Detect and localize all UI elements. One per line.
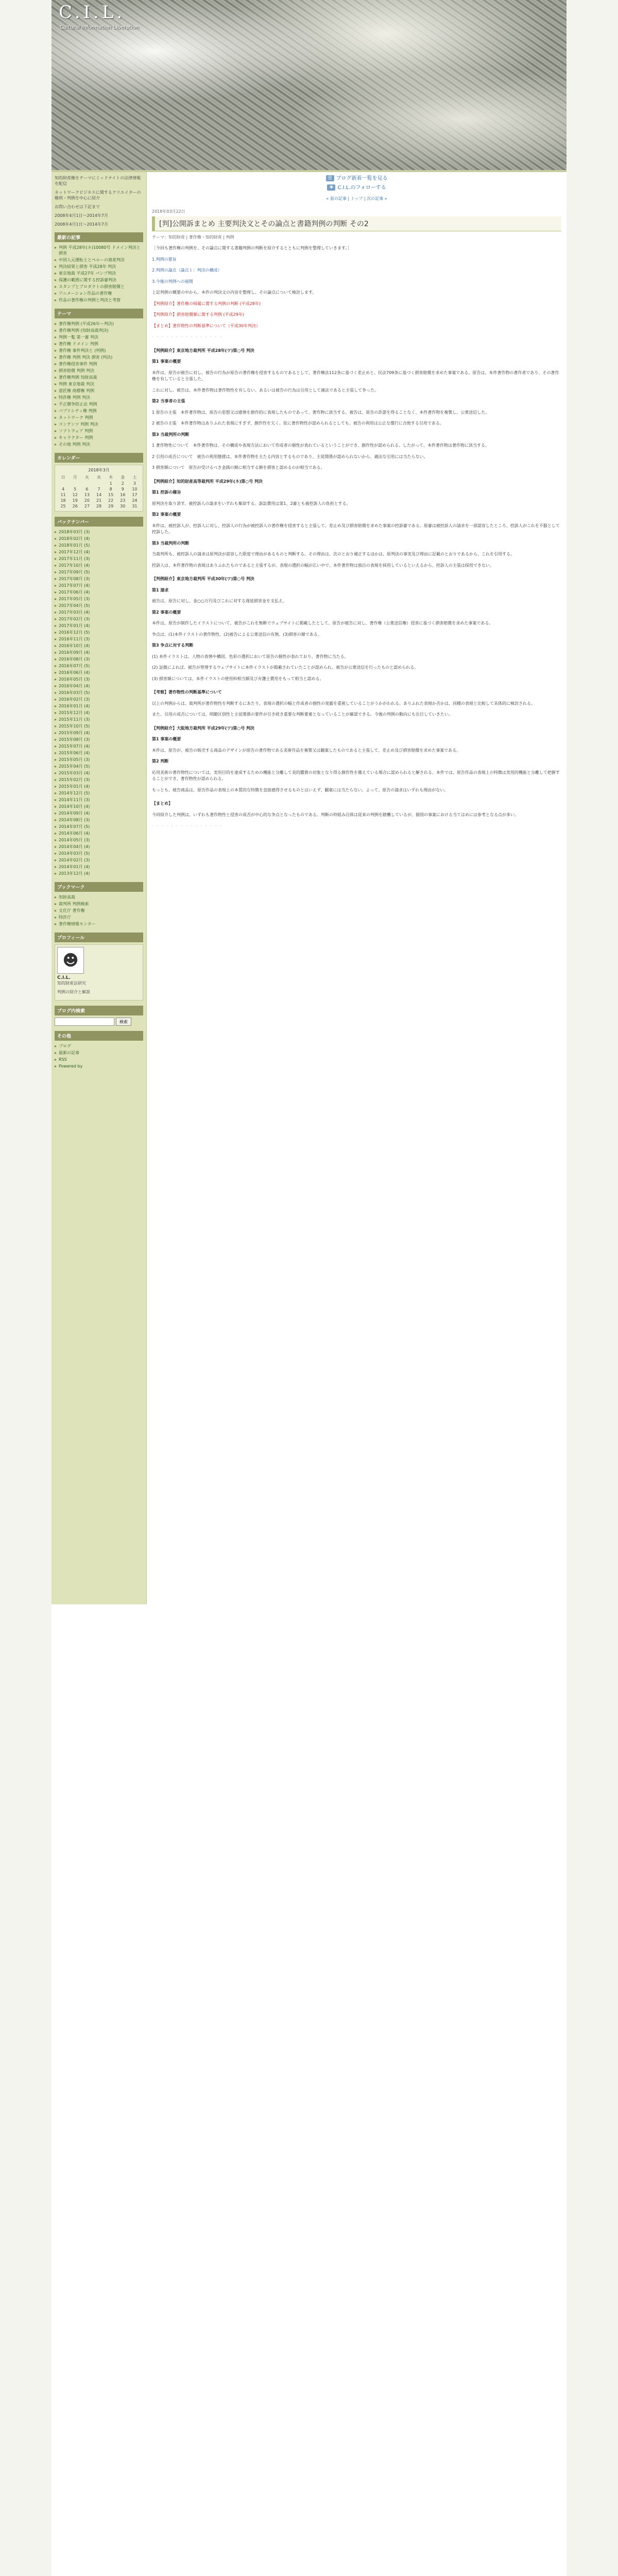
post-paragraph: - - - - - - - - - - - - - - - xyxy=(152,334,222,339)
calendar-weekday: 水 xyxy=(96,475,101,480)
calendar-week xyxy=(57,503,141,509)
calendar-day[interactable]: 12 xyxy=(72,493,78,497)
recent-posts-heading: 最新の記事 xyxy=(55,232,143,242)
bookmarks-heading: ブックマーク xyxy=(55,882,143,892)
archive-link[interactable]: ▸ 2014年06月 (4) xyxy=(55,830,143,837)
theme-link[interactable]: ▸ 損害賠償 判例 判決 xyxy=(55,367,143,374)
bookmark-link[interactable]: ▸ 文化庁 著作権 xyxy=(55,907,143,914)
follow-link-label: C.I.L.のフォローする xyxy=(337,185,386,191)
themes-heading: テーマ xyxy=(55,309,143,318)
archive-link[interactable]: ▸ 2014年05月 (3) xyxy=(55,837,143,843)
recent-post-link[interactable]: ▸ 中国人元運転士とペルーの資産判決 xyxy=(55,257,143,263)
calendar-heading: カレンダー xyxy=(55,453,143,463)
recent-post-link[interactable]: ▸ 判決結果と損害 平成28年 判決 xyxy=(55,263,143,270)
profile-line: 知的財産法研究 xyxy=(57,981,86,986)
archive-link[interactable]: ▸ 2017年09月 (5) xyxy=(55,569,143,575)
archive-link[interactable]: ▸ 2018年01月 (5) xyxy=(55,542,143,549)
post-paragraph: 本件は、原告が、被告の販売する商品のデザインが原告の著作物である美術作品を複製又は翻案したものであると主張して、差止め及び損害賠償を求めた事案である。 xyxy=(152,748,461,753)
theme-link[interactable]: ▸ 著作権 事件判決と (判例) xyxy=(55,347,143,354)
post-paragraph: 第2 事案の概要 xyxy=(152,609,181,615)
post-paragraph: また、引用の成否については、明瞭区別性と主従関係の要件が引き続き重要な判断要素となっていることが確認できる。今後の判例の動向にも注目していきたい。 xyxy=(152,712,453,717)
archive-link[interactable]: ▸ 2016年01月 (4) xyxy=(55,703,143,709)
theme-link[interactable]: ▸ 特許権 判例 判決 xyxy=(55,394,143,401)
calendar-week xyxy=(57,481,141,486)
calendar-day[interactable]: 4 xyxy=(62,487,65,492)
archive-link[interactable]: ▸ 2015年11月 (3) xyxy=(55,716,143,723)
archive-link[interactable]: ▸ 2016年04月 (4) xyxy=(55,683,143,689)
calendar-day[interactable]: 1 xyxy=(109,481,112,486)
archive-link[interactable]: ▸ 2017年02月 (3) xyxy=(55,616,143,622)
calendar-day[interactable]: 19 xyxy=(72,498,78,503)
archive-link[interactable]: ▸ 2018年03月 (3) xyxy=(55,529,143,535)
profile-heading: プロフィール xyxy=(55,933,143,942)
post-paragraph: 第2 判断 xyxy=(152,759,169,764)
site-subtitle: Cultural Information Liberation xyxy=(60,25,139,30)
calendar-weekday: 土 xyxy=(132,475,137,480)
bookmark-link[interactable]: ▸ 特許庁 xyxy=(55,914,143,921)
calendar-weekday: 火 xyxy=(84,475,89,480)
calendar-day[interactable]: 24 xyxy=(132,498,138,503)
calendar-day[interactable] xyxy=(57,481,69,486)
post-paragraph: 第3 当裁判所の判断 xyxy=(152,540,190,546)
calendar-table xyxy=(57,474,141,509)
calendar-day[interactable]: 6 xyxy=(85,487,89,492)
post-paragraph[interactable]: 【判例紹介】損害賠償額に関する判例 (平成29年) xyxy=(152,312,244,317)
archive-link[interactable]: ▸ 2015年01月 (4) xyxy=(55,783,143,790)
calendar-day[interactable]: 11 xyxy=(60,493,66,497)
sidebar-intro-line: 2008年4月1日〜2014年7月 xyxy=(55,213,108,218)
calendar-weekday: 金 xyxy=(121,475,125,480)
post-paragraph: (3) 損害額については、本件イラストの使用料相当額及び弁護士費用をもって相当と認める。 xyxy=(152,676,324,681)
post-paragraph: 本件は、原告が制作したイラストについて、被告がこれを無断でウェブサイトに掲載したとして、原告が被告に対し、著作権（公衆送信権）侵害に基づく損害賠償を求めた事案である。 xyxy=(152,621,493,625)
sidebar xyxy=(52,172,147,1604)
list-icon: ☰ xyxy=(326,175,334,181)
archives-heading: バックナンバー xyxy=(55,517,143,527)
archive-link[interactable]: ▸ 2016年05月 (3) xyxy=(55,676,143,683)
bookmarks-list xyxy=(55,894,143,927)
post-paragraph: 第2 当事者の主張 xyxy=(152,399,185,403)
post-paragraph: これに対し、被告は、本件著作物は著作物性を有しない、あるいは被告の行為は引用として適法であると主張して争った。 xyxy=(152,387,379,393)
post-paragraph: 応用美術の著作物性については、実用目的を達成するための機能と分離して美的鑑賞の対象となり得る創作性を備えている場合に認められると解される。本件では、原告作品の表現上の特徴は実用的機能と分離して把握することができ、著作物性が認められる。 xyxy=(152,770,560,781)
archive-link[interactable]: ▸ 2014年12月 (5) xyxy=(55,790,143,796)
sidebar-intro-line: お問い合わせは下記まで xyxy=(55,205,100,209)
archive-link[interactable]: ▸ 2014年03月 (5) xyxy=(55,850,143,857)
post-paragraph: 【判例紹介】大阪地方裁判所 平成29年(ワ)第○号 判決 xyxy=(152,725,254,731)
post-paragraph: 【判例紹介】東京地方裁判所 平成28年(ワ)第○号 判決 xyxy=(152,348,254,353)
archive-link[interactable]: ▸ 2017年07月 (4) xyxy=(55,582,143,589)
recent-post-link[interactable]: ▸ スタンプとプロダクトの損害賠償と xyxy=(55,283,143,290)
post-paragraph: 【判例紹介】東京地方裁判所 平成30年(ワ)第○号 判決 xyxy=(152,577,254,581)
theme-link[interactable]: ▸ キャラクター 判例 xyxy=(55,434,143,441)
calendar-day[interactable]: 29 xyxy=(108,504,114,509)
post-paragraph: 第1 請求 xyxy=(152,587,169,592)
other-link[interactable]: ▸ 最新の記事 xyxy=(55,1049,143,1056)
post-paragraph: 争点は、(1)本件イラストの著作物性、(2)被告による公衆送信の有無、(3)損害の額である。 xyxy=(152,632,322,637)
calendar-week xyxy=(57,498,141,503)
theme-link[interactable]: ▸ 著作権判例 (知財高裁判決) xyxy=(55,327,143,334)
sidebar-intro xyxy=(55,175,143,227)
post-paragraph: 【判例紹介】知的財産高等裁判所 平成29年(ネ)第○号 判決 xyxy=(152,479,263,484)
follow-link[interactable] xyxy=(152,183,561,193)
site-header xyxy=(52,0,566,172)
post-paragraph: 【考察】著作物性の判断基準について xyxy=(152,690,222,694)
other-link[interactable]: ▸ Powered by xyxy=(55,1063,143,1070)
calendar-day[interactable]: 21 xyxy=(96,498,102,503)
archive-link[interactable]: ▸ 2015年06月 (4) xyxy=(55,750,143,756)
post-paragraph: 被告は、原告に対し、金○○万円及びこれに対する遅延損害金を支払え。 xyxy=(152,599,287,603)
main-content xyxy=(152,172,561,835)
calendar-day[interactable]: 25 xyxy=(60,504,66,509)
archive-link[interactable]: ▸ 2016年12月 (5) xyxy=(55,629,143,636)
theme-link[interactable]: ▸ パブリシティ権 判例 xyxy=(55,408,143,414)
post-navigation[interactable]: « 前の記事 | トップ | 次の記事 » xyxy=(326,196,387,201)
post-paragraph: 原判決を取り消す。被控訴人の請求をいずれも棄却する。訴訟費用は第1、2審とも被控訴人の負担とする。 xyxy=(152,501,351,506)
archive-link[interactable]: ▸ 2015年09月 (4) xyxy=(55,730,143,736)
archive-link[interactable]: ▸ 2016年08月 (3) xyxy=(55,656,143,663)
post-paragraph: 以上の判例からは、裁判所が著作物性を判断するにあたり、表現の選択の幅と作成者の個性の発露を重視していることがうかがわれる。ありふれた表現か否かは、同種の表現と比較して具体的に検討される。 xyxy=(152,701,535,706)
post-paragraph: 2 被告の主張 本件著作物はありふれた表現にすぎず、創作性を欠く。仮に著作物性が認められるとしても、被告の利用は公正な慣行に合致する引用である。 xyxy=(152,421,444,426)
calendar-day[interactable]: 3 xyxy=(133,481,136,486)
post-paragraph[interactable]: 1.判例の要旨 xyxy=(152,257,177,262)
post-body xyxy=(152,245,561,829)
archive-link[interactable]: ▸ 2015年12月 (4) xyxy=(55,709,143,716)
archive-link[interactable]: ▸ 2017年12月 (4) xyxy=(55,549,143,555)
archive-link[interactable]: ▸ 2013年12月 (4) xyxy=(55,870,143,877)
post-paragraph: 上記判例の概要の中から、本件の判決文の内容を整理し、その論点について検討します。 xyxy=(152,290,317,295)
post-paragraph: (2) 証拠によれば、被告が管理するウェブサイトに本件イラストが掲載されていたことが認められ、被告が公衆送信を行ったものと認められる。 xyxy=(152,665,419,670)
archive-link[interactable]: ▸ 2014年04月 (4) xyxy=(55,843,143,850)
calendar-day[interactable] xyxy=(69,481,81,486)
post-paragraph: 第3 争点に対する判断 xyxy=(152,643,194,648)
calendar-weekday: 月 xyxy=(73,475,77,480)
search-input[interactable] xyxy=(55,1018,114,1026)
sidebar-intro-line: ネットワークビジネスに関するクリエイターの権利・判例を中心に紹介 xyxy=(55,190,141,200)
post-category[interactable]: テーマ：知的財産 | 著作権・知的財産 | 判例 xyxy=(152,235,234,240)
top-links xyxy=(152,174,561,193)
post-paragraph: 第3 当裁判所の判断 xyxy=(152,432,190,437)
calendar-week xyxy=(57,486,141,492)
sidebar-intro-line: 知的財産権をテーマにミッドナイトの法律情報を配信 xyxy=(55,176,141,186)
post-paragraph: 第1 控訴の趣旨 xyxy=(152,490,181,495)
post-paragraph: 1 著作物性について 本件著作物は、その構成や表現方法において作成者の個性が表れているということができ、創作性が認められる。したがって、本件著作物は著作物に該当する。 xyxy=(152,443,489,448)
other-link[interactable]: ▸ ブログ xyxy=(55,1043,143,1049)
recent-post-link[interactable]: ▸ 東京地裁 平成27年 パンプ判決 xyxy=(55,270,143,277)
archive-link[interactable]: ▸ 2016年07月 (5) xyxy=(55,663,143,669)
archive-link[interactable]: ▸ 2017年05月 (3) xyxy=(55,596,143,602)
archive-link[interactable]: ▸ 2014年08月 (3) xyxy=(55,817,143,823)
archive-link[interactable]: ▸ 2016年06月 (4) xyxy=(55,669,143,676)
theme-link[interactable]: ▸ コンテンツ 判例 判決 xyxy=(55,421,143,428)
profile-name[interactable]: C.I.L. xyxy=(57,975,71,980)
calendar-day[interactable]: 15 xyxy=(108,493,114,497)
archive-link[interactable]: ▸ 2016年02月 (3) xyxy=(55,696,143,703)
theme-link[interactable]: ▸ 判例一覧 第一審 判決 xyxy=(55,334,143,341)
page xyxy=(52,0,566,2576)
other-link[interactable]: ▸ RSS xyxy=(55,1056,143,1063)
archive-link[interactable]: ▸ 2017年06月 (4) xyxy=(55,589,143,596)
post-paragraph: (1) 本件イラストは、人物の表情や構図、色彩の選択において原告の個性が表れており、著作物に当たる。 xyxy=(152,654,349,659)
post-date: 2018年03月22日 xyxy=(152,209,185,214)
archive-link[interactable]: ▸ 2017年11月 (3) xyxy=(55,555,143,562)
post-title[interactable]: [判]公開訴まとめ 主要判決文とその論点と書籍判例の判断 その2 xyxy=(152,216,561,231)
theme-link[interactable]: ▸ 意匠権 商標権 判例 xyxy=(55,387,143,394)
post-paragraph: もっとも、被告商品は、原告作品の表現上の本質的な特徴を直接感得させるものとはいえず、翻案には当たらない。よって、原告の請求はいずれも理由がない。 xyxy=(152,787,449,792)
archive-link[interactable]: ▸ 2017年03月 (4) xyxy=(55,609,143,616)
post-paragraph: ［今回も著作権の判例を、その論点に関する書籍判例の判断を紹介するとともに判例を整理していきます。］ xyxy=(152,246,352,250)
archive-link[interactable]: ▸ 2014年11月 (3) xyxy=(55,796,143,803)
post-paragraph: 控訴人は、本件著作物の表現はありふれたものであると主張するが、表現の選択の幅が広い中で、本件著作物は独自の表現を採用しているといえるから、控訴人の主張は採用できない。 xyxy=(152,563,494,568)
calendar-day[interactable]: 31 xyxy=(132,504,138,509)
theme-link[interactable]: ▸ ネットワーク 判例 xyxy=(55,414,143,421)
blog-newest-link-label: ブログ新着一覧を見る xyxy=(336,176,388,181)
post-paragraph: 第1 事案の概要 xyxy=(152,737,181,741)
post-paragraph: 1 原告の主張 本件著作物は、原告の思想又は感情を創作的に表現したものであって、著作物に該当する。被告は、原告の許諾を得ることなく、本件著作物を複製し、公衆送信した。 xyxy=(152,410,490,415)
archive-link[interactable]: ▸ 2014年09月 (4) xyxy=(55,810,143,817)
post-paragraph[interactable]: 【まとめ】著作物性の判断基準について（平成30年判決） xyxy=(152,323,261,328)
calendar-day[interactable]: 5 xyxy=(74,487,77,492)
profile-lines xyxy=(57,980,141,995)
calendar-weekday: 木 xyxy=(109,475,113,480)
themes-list xyxy=(55,320,143,448)
post-paragraph: 本件は、原告が被告に対し、被告の行為が原告の著作権を侵害するものであるとして、著作権法112条に基づく差止めと、民法709条に基づく損害賠償を求めた事案である。原告は、本件著作物の著作者であり、その著作権を有していると主張した。 xyxy=(152,370,559,381)
post-paragraph: 第1 事案の概要 xyxy=(152,359,181,364)
calendar-day[interactable]: 22 xyxy=(108,498,114,503)
search-heading: ブログ内検索 xyxy=(55,1006,143,1015)
theme-link[interactable]: ▸ 著作権 ドメイン 判例 xyxy=(55,341,143,347)
archive-link[interactable]: ▸ 2015年08月 (3) xyxy=(55,736,143,743)
post-paragraph: 3 損害額について 原告が受けるべき金銭の額に相当する額を損害と認めるのが相当である。 xyxy=(152,465,325,470)
recent-post-link[interactable]: ▸ アニメーション作品の著作権 xyxy=(55,290,143,297)
follow-icon: ✚ xyxy=(327,184,335,191)
archive-link[interactable]: ▸ 2016年11月 (3) xyxy=(55,636,143,642)
calendar xyxy=(55,465,143,512)
archive-link[interactable]: ▸ 2018年02月 (4) xyxy=(55,535,143,542)
profile-box xyxy=(55,944,143,1001)
theme-link[interactable]: ▸ 著作権判例 知財高裁 xyxy=(55,374,143,381)
calendar-day[interactable]: 8 xyxy=(109,487,112,492)
recent-post-link[interactable]: ▸ 作品の著作権の判例と判決と考察 xyxy=(55,297,143,303)
recent-posts-list xyxy=(55,244,143,303)
calendar-day[interactable]: 23 xyxy=(120,498,126,503)
calendar-day[interactable]: 2 xyxy=(121,481,124,486)
archive-link[interactable]: ▸ 2016年09月 (4) xyxy=(55,649,143,656)
calendar-weekday: 日 xyxy=(61,475,65,480)
bookmark-link[interactable]: ▸ 著作権情報センター xyxy=(55,921,143,927)
post-paragraph: 【まとめ】 xyxy=(152,801,173,806)
archive-link[interactable]: ▸ 2015年02月 (3) xyxy=(55,776,143,783)
archive-link[interactable]: ▸ 2015年10月 (5) xyxy=(55,723,143,730)
archive-link[interactable]: ▸ 2017年08月 (3) xyxy=(55,575,143,582)
theme-link[interactable]: ▸ ソフトウェア 判例 xyxy=(55,428,143,434)
calendar-day[interactable]: 7 xyxy=(97,487,100,492)
calendar-day[interactable] xyxy=(93,481,105,486)
post-paragraph: - - - - - - - - - - - - - - - xyxy=(152,823,222,828)
post-paragraph: 本件は、被控訴人が、控訴人に対し、控訴人の行為が被控訴人の著作権を侵害すると主張して、差止め及び損害賠償を求めた事案の控訴審である。原審は被控訴人の請求を一部認容したところ、控訴人がこれを不服として控訴した。 xyxy=(152,523,560,534)
archive-link[interactable]: ▸ 2016年03月 (5) xyxy=(55,689,143,696)
profile-line: 判例の紹介と解説 xyxy=(57,990,90,994)
search-button[interactable]: 検索 xyxy=(116,1018,131,1026)
calendar-day[interactable]: 14 xyxy=(96,493,102,497)
theme-link[interactable]: ▸ 不正競争防止法 判例 xyxy=(55,401,143,408)
post-paragraph[interactable]: 【判例紹介】著作権の帰属に関する判例の判断 (平成28年) xyxy=(152,301,261,306)
theme-link[interactable]: ▸ 判例 東京地裁 判決 xyxy=(55,381,143,387)
calendar-day[interactable]: 27 xyxy=(84,504,90,509)
archive-link[interactable]: ▸ 2015年05月 (3) xyxy=(55,756,143,763)
calendar-day[interactable]: 16 xyxy=(120,493,126,497)
bookmark-link[interactable]: ▸ 知財高裁 xyxy=(55,894,143,901)
archive-link[interactable]: ▸ 2017年01月 (4) xyxy=(55,622,143,629)
archive-link[interactable]: ▸ 2014年10月 (4) xyxy=(55,803,143,810)
archive-link[interactable]: ▸ 2014年01月 (4) xyxy=(55,863,143,870)
calendar-day[interactable]: 10 xyxy=(132,487,138,492)
calendar-day[interactable]: 9 xyxy=(121,487,124,492)
other-list xyxy=(55,1043,143,1070)
site-title[interactable]: C.I.L. xyxy=(59,2,126,23)
calendar-day[interactable]: 17 xyxy=(132,493,138,497)
post-paragraph[interactable]: 2.判例の論点（論点１：判決の構成） xyxy=(152,268,222,273)
calendar-day[interactable]: 13 xyxy=(84,493,90,497)
post-paragraph: 今回紹介した判例は、いずれも著作物性と侵害の成否が中心的な争点となったものである。判断の枠組み自体は従来の判例を踏襲しているが、個別の事案における当てはめには参考となる点が多い。 xyxy=(152,812,519,817)
post-paragraph: 当裁判所も、被控訴人の請求は原判決が認容した限度で理由があるものと判断する。その理由は、次のとおり補正するほかは、原判決の事実及び理由に記載のとおりであるから、これを引用する。 xyxy=(152,552,514,556)
theme-link[interactable]: ▸ 著作権侵害事件 判例 xyxy=(55,361,143,367)
archive-link[interactable]: ▸ 2017年10月 (4) xyxy=(55,562,143,569)
archive-link[interactable]: ▸ 2017年04月 (5) xyxy=(55,602,143,609)
other-heading: その他 xyxy=(55,1031,143,1041)
calendar-month: 2018年3月 xyxy=(88,468,110,472)
archives-list xyxy=(55,529,143,877)
bookmark-link[interactable]: ▸ 裁判所 判例検索 xyxy=(55,901,143,907)
blog-search xyxy=(55,1018,143,1026)
avatar[interactable]: ☻ xyxy=(57,947,84,974)
calendar-day[interactable]: 26 xyxy=(72,504,78,509)
archive-link[interactable]: ▸ 2014年02月 (3) xyxy=(55,857,143,863)
archive-link[interactable]: ▸ 2015年07月 (4) xyxy=(55,743,143,750)
post-paragraph[interactable]: 3.今後の判例への展開 xyxy=(152,279,193,284)
calendar-week xyxy=(57,492,141,498)
theme-link[interactable]: ▸ 著作権 判例 判決 損害 (判決) xyxy=(55,354,143,361)
archive-link[interactable]: ▸ 2015年04月 (5) xyxy=(55,763,143,770)
sidebar-intro-line: 2008年4月1日〜2014年7月 xyxy=(55,222,108,227)
calendar-day[interactable] xyxy=(81,481,93,486)
calendar-day[interactable]: 30 xyxy=(120,504,126,509)
theme-link[interactable]: ▸ その他 判例 判決 xyxy=(55,441,143,448)
post-paragraph: 第2 事案の概要 xyxy=(152,512,181,517)
calendar-day[interactable]: 20 xyxy=(84,498,90,503)
archive-link[interactable]: ▸ 2014年07月 (5) xyxy=(55,823,143,830)
calendar-day[interactable]: 28 xyxy=(96,504,102,509)
blog-newest-link[interactable] xyxy=(152,174,561,183)
post-paragraph: 2 引用の成否について 被告の利用態様は、本件著作物を主たる内容とするものであり、主従関係が認められないから、適法な引用には当たらない。 xyxy=(152,454,428,459)
archive-link[interactable]: ▸ 2016年10月 (4) xyxy=(55,642,143,649)
archive-link[interactable]: ▸ 2015年03月 (4) xyxy=(55,770,143,776)
calendar-day[interactable]: 18 xyxy=(60,498,66,503)
theme-link[interactable]: ▸ 著作権判例 (平成26年〜判決) xyxy=(55,320,143,327)
recent-post-link[interactable]: ▸ 保護の範囲に関する控訴審判決 xyxy=(55,277,143,283)
recent-post-link[interactable]: ▸ 判例 平成28年(ネ)10080号 ドメイン判決と損害 xyxy=(55,244,143,257)
